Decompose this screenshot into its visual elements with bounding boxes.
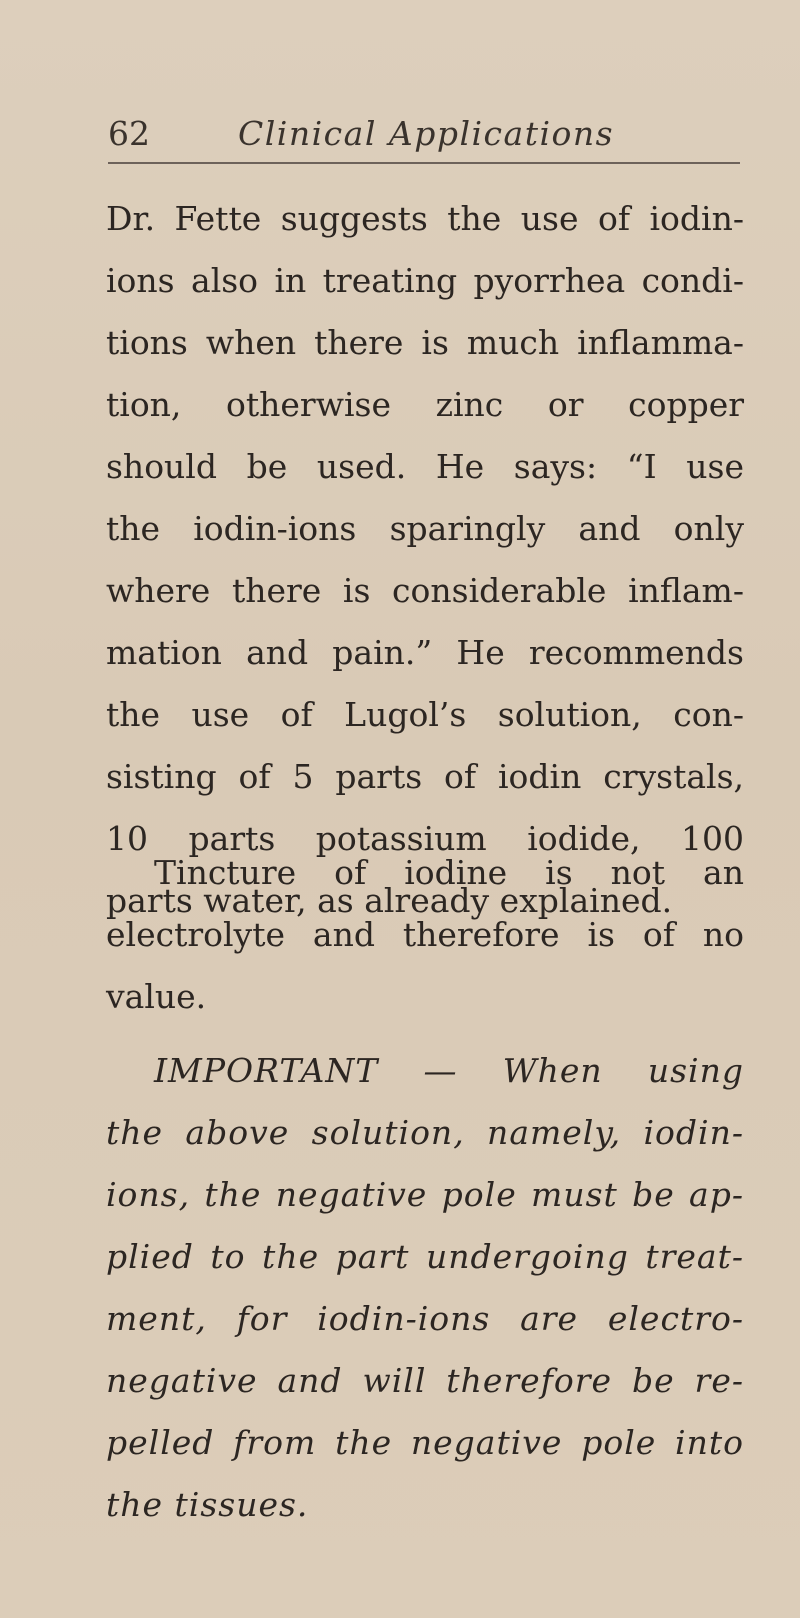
text-line: ions also in treating pyorrhea condi- bbox=[106, 261, 744, 300]
text-line: pelled from the negative pole into bbox=[106, 1423, 744, 1462]
paragraph-text bbox=[106, 1040, 744, 1536]
text-line: the iodin-ions sparingly and only bbox=[106, 509, 744, 548]
paragraph-fette bbox=[106, 188, 744, 932]
text-line: Dr. Fette suggests the use of iodin- bbox=[106, 199, 744, 238]
text-line: the use of Lugol’s solution, con- bbox=[106, 695, 744, 734]
text-line: IMPORTANT — When using bbox=[154, 1051, 744, 1090]
text-line: 10 parts potassium iodide, 100 bbox=[106, 819, 744, 858]
text-line: electrolyte and therefore is of no bbox=[106, 915, 744, 954]
text-line: sisting of 5 parts of iodin crystals, bbox=[106, 757, 744, 796]
text-line: Tincture of iodine is not an bbox=[154, 853, 744, 892]
text-line: tion, otherwise zinc or copper bbox=[106, 385, 744, 424]
running-head bbox=[108, 112, 740, 160]
text-line: parts water, as already explained. bbox=[106, 881, 673, 920]
paragraph-tincture bbox=[106, 842, 744, 1028]
text-line: the above solution, namely, iodin- bbox=[106, 1113, 744, 1152]
paragraph-text bbox=[106, 842, 744, 1028]
text-line: ions, the negative pole must be ap- bbox=[106, 1175, 744, 1214]
text-line: plied to the part undergoing treat- bbox=[106, 1237, 744, 1276]
text-line: tions when there is much inflamma- bbox=[106, 323, 744, 362]
running-title: Clinical Applications bbox=[238, 114, 615, 153]
header-rule bbox=[108, 162, 740, 164]
text-line: mation and pain.” He recommends bbox=[106, 633, 744, 672]
text-line: the tissues. bbox=[106, 1485, 309, 1524]
text-line: where there is considerable inflam- bbox=[106, 571, 744, 610]
text-line: negative and will therefore be re- bbox=[106, 1361, 744, 1400]
paragraph-text bbox=[106, 188, 744, 932]
text-line: should be used. He says: “I use bbox=[106, 447, 744, 486]
text-line: value. bbox=[106, 977, 207, 1016]
paragraph-important bbox=[106, 1040, 744, 1536]
page-number: 62 bbox=[108, 114, 150, 153]
text-line: ment, for iodin-ions are electro- bbox=[106, 1299, 744, 1338]
